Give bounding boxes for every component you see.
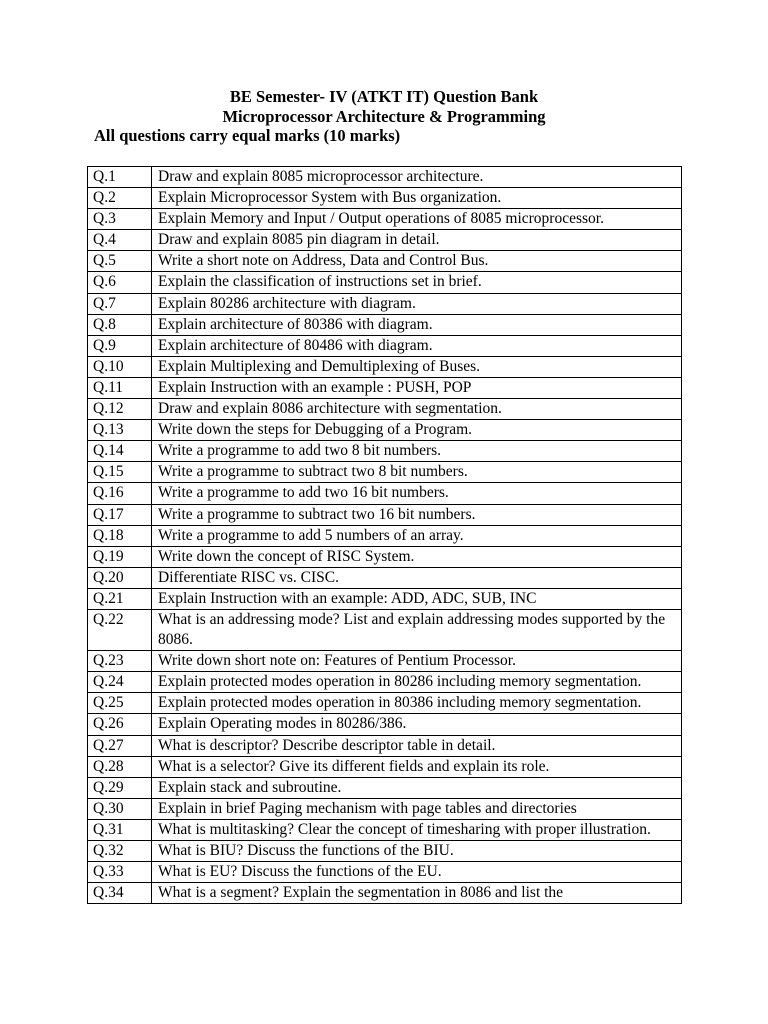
question-number: Q.33 <box>88 862 152 883</box>
question-number: Q.7 <box>88 293 152 314</box>
question-number: Q.18 <box>88 525 152 546</box>
question-text: Explain architecture of 80486 with diagram. <box>152 335 682 356</box>
question-text: Explain Microprocessor System with Bus organization. <box>152 188 682 209</box>
question-number: Q.21 <box>88 588 152 609</box>
document-title: BE Semester- IV (ATKT IT) Question Bank <box>229 87 539 106</box>
question-row <box>88 588 682 609</box>
question-text: Explain Operating modes in 80286/386. <box>152 714 682 735</box>
question-text: Write a programme to subtract two 16 bit numbers. <box>152 504 682 525</box>
question-row <box>88 672 682 693</box>
question-number: Q.32 <box>88 841 152 862</box>
question-text: What is an addressing mode? List and explain addressing modes supported by the 8086. <box>152 609 682 650</box>
question-number: Q.3 <box>88 209 152 230</box>
question-number: Q.4 <box>88 230 152 251</box>
question-row <box>88 272 682 293</box>
question-number: Q.31 <box>88 819 152 840</box>
question-row <box>88 777 682 798</box>
question-row <box>88 230 682 251</box>
question-number: Q.14 <box>88 441 152 462</box>
question-row <box>88 504 682 525</box>
question-text: Draw and explain 8086 architecture with segmentation. <box>152 399 682 420</box>
question-row <box>88 609 682 650</box>
question-text: Write a programme to add two 8 bit numbers. <box>152 441 682 462</box>
question-row <box>88 251 682 272</box>
question-number: Q.29 <box>88 777 152 798</box>
question-text: Explain in brief Paging mechanism with page tables and directories <box>152 798 682 819</box>
question-text: Explain Multiplexing and Demultiplexing of Buses. <box>152 356 682 377</box>
question-number: Q.13 <box>88 420 152 441</box>
question-text: Draw and explain 8085 pin diagram in detail. <box>152 230 682 251</box>
question-number: Q.11 <box>88 377 152 398</box>
question-text: Explain protected modes operation in 80386 including memory segmentation. <box>152 693 682 714</box>
question-number: Q.16 <box>88 483 152 504</box>
question-text: What is multitasking? Clear the concept of timesharing with proper illustration. <box>152 819 682 840</box>
question-text: Explain stack and subroutine. <box>152 777 682 798</box>
question-number: Q.26 <box>88 714 152 735</box>
question-row <box>88 651 682 672</box>
question-number: Q.9 <box>88 335 152 356</box>
question-text: Write down the steps for Debugging of a Program. <box>152 420 682 441</box>
question-row <box>88 756 682 777</box>
question-row <box>88 293 682 314</box>
question-number: Q.2 <box>88 188 152 209</box>
question-number: Q.30 <box>88 798 152 819</box>
question-text: What is BIU? Discuss the functions of the BIU. <box>152 841 682 862</box>
question-text: Write a programme to add two 16 bit numbers. <box>152 483 682 504</box>
question-row <box>88 567 682 588</box>
question-text: Differentiate RISC vs. CISC. <box>152 567 682 588</box>
question-text: What is descriptor? Describe descriptor table in detail. <box>152 735 682 756</box>
question-row <box>88 693 682 714</box>
question-row <box>88 798 682 819</box>
question-row <box>88 335 682 356</box>
question-text: Explain 80286 architecture with diagram. <box>152 293 682 314</box>
question-row <box>88 483 682 504</box>
question-text: What is a selector? Give its different fields and explain its role. <box>152 756 682 777</box>
question-number: Q.1 <box>88 167 152 188</box>
question-row <box>88 525 682 546</box>
question-text: Explain the classification of instructions set in brief. <box>152 272 682 293</box>
question-text: What is EU? Discuss the functions of the EU. <box>152 862 682 883</box>
question-number: Q.10 <box>88 356 152 377</box>
question-row <box>88 167 682 188</box>
question-number: Q.20 <box>88 567 152 588</box>
question-table-body <box>88 167 682 904</box>
question-text: Explain Memory and Input / Output operations of 8085 microprocessor. <box>152 209 682 230</box>
question-row <box>88 314 682 335</box>
question-row <box>88 188 682 209</box>
question-text: Write down short note on: Features of Pentium Processor. <box>152 651 682 672</box>
question-number: Q.12 <box>88 399 152 420</box>
question-text: Explain architecture of 80386 with diagram. <box>152 314 682 335</box>
question-number: Q.8 <box>88 314 152 335</box>
marks-note: All questions carry equal marks (10 marks) <box>94 126 401 145</box>
question-text: Write down the concept of RISC System. <box>152 546 682 567</box>
question-row <box>88 714 682 735</box>
question-number: Q.28 <box>88 756 152 777</box>
document-subject: Microprocessor Architecture & Programming <box>222 107 546 126</box>
question-row <box>88 735 682 756</box>
question-text: Draw and explain 8085 microprocessor architecture. <box>152 167 682 188</box>
question-row <box>88 377 682 398</box>
question-row <box>88 399 682 420</box>
question-row <box>88 841 682 862</box>
question-row <box>88 462 682 483</box>
question-number: Q.17 <box>88 504 152 525</box>
question-text: Write a programme to subtract two 8 bit numbers. <box>152 462 682 483</box>
question-text: Write a programme to add 5 numbers of an array. <box>152 525 682 546</box>
question-row <box>88 883 682 904</box>
question-row <box>88 420 682 441</box>
question-number: Q.25 <box>88 693 152 714</box>
question-row <box>88 546 682 567</box>
question-row <box>88 209 682 230</box>
question-number: Q.27 <box>88 735 152 756</box>
question-text: Explain Instruction with an example: ADD, ADC, SUB, INC <box>152 588 682 609</box>
question-row <box>88 862 682 883</box>
question-row <box>88 819 682 840</box>
question-row <box>88 441 682 462</box>
question-number: Q.23 <box>88 651 152 672</box>
question-number: Q.24 <box>88 672 152 693</box>
question-number: Q.5 <box>88 251 152 272</box>
question-table <box>87 166 682 904</box>
question-number: Q.19 <box>88 546 152 567</box>
question-text: What is a segment? Explain the segmentation in 8086 and list the <box>152 883 682 904</box>
question-number: Q.22 <box>88 609 152 650</box>
question-number: Q.6 <box>88 272 152 293</box>
question-text: Explain Instruction with an example : PUSH, POP <box>152 377 682 398</box>
question-text: Explain protected modes operation in 80286 including memory segmentation. <box>152 672 682 693</box>
question-number: Q.34 <box>88 883 152 904</box>
question-row <box>88 356 682 377</box>
question-number: Q.15 <box>88 462 152 483</box>
question-text: Write a short note on Address, Data and Control Bus. <box>152 251 682 272</box>
